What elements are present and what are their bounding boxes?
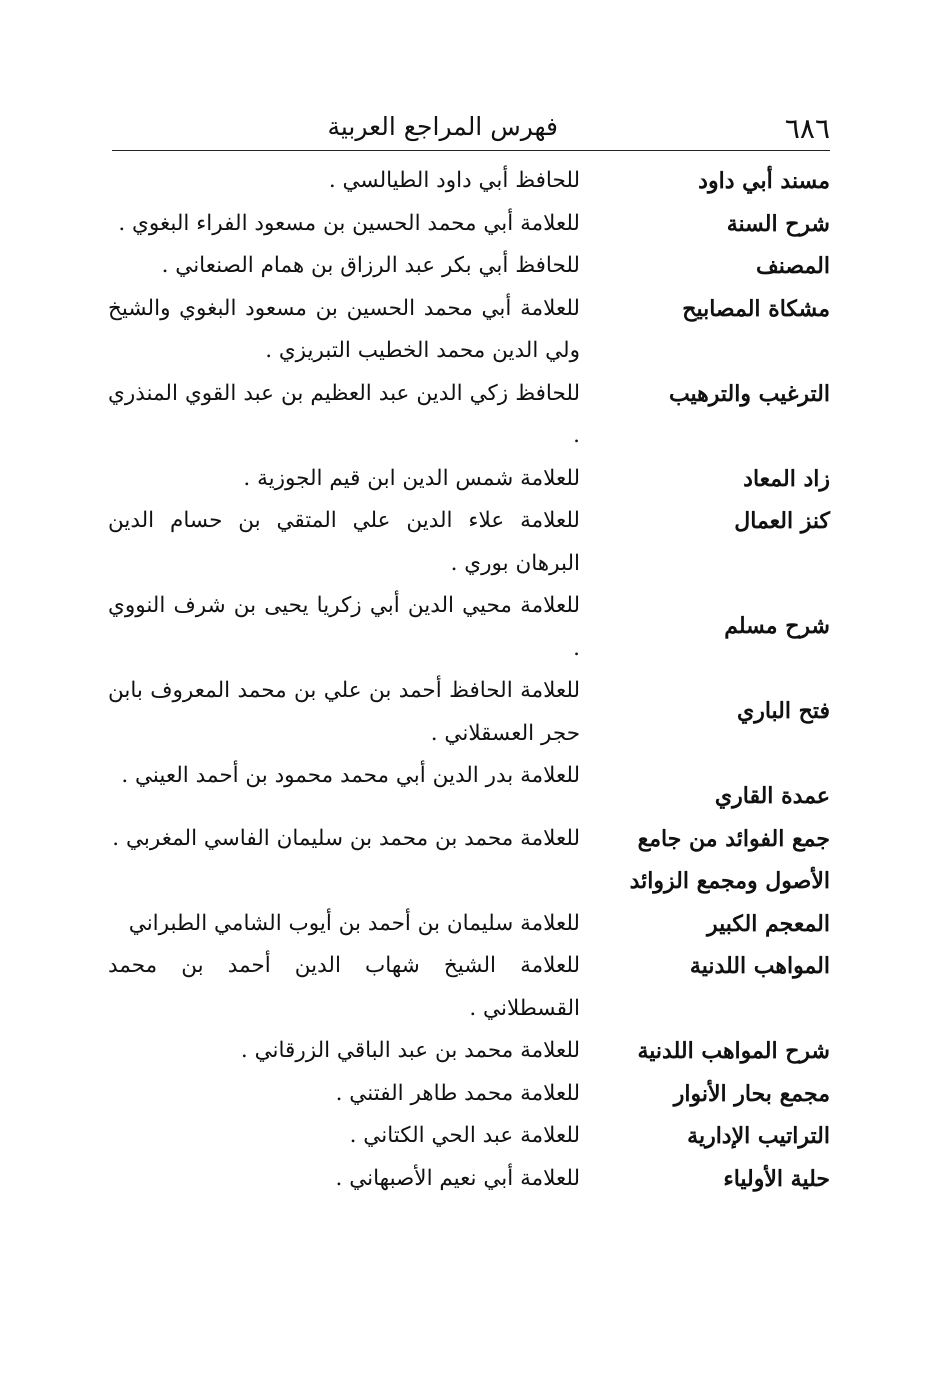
reference-entry <box>108 245 830 288</box>
reference-entry <box>108 1158 830 1201</box>
entry-description: للعلامة محمد بن محمد بن سليمان الفاسي المغربي . <box>112 825 580 851</box>
reference-entry <box>108 458 830 501</box>
entry-title: التراتيب الإدارية <box>687 1123 830 1149</box>
entry-description: للعلامة بدر الدين أبي محمد محمود بن أحمد العيني . <box>121 763 580 788</box>
reference-entry <box>108 1073 830 1116</box>
entry-title: الترغيب والترهيب <box>668 380 830 407</box>
entry-title: شرح السنة <box>726 210 830 237</box>
entry-title: شرح المواهب اللدنية <box>637 1038 830 1064</box>
entry-title: زاد المعاد <box>743 465 830 492</box>
entry-description: للعلامة الشيخ شهاب الدين أحمد بن محمد القسطلاني . <box>108 953 580 1021</box>
reference-entry <box>108 373 830 458</box>
entry-title: عمدة القاري <box>714 783 830 809</box>
reference-entry <box>108 585 830 670</box>
reference-entry <box>108 1030 830 1073</box>
entry-title: مشكاة المصابيح <box>682 295 830 322</box>
reference-entry <box>108 160 830 203</box>
reference-entry <box>108 1115 830 1158</box>
entry-description: للحافظ زكي الدين عبد العظيم بن عبد القوي المنذري . <box>108 380 580 448</box>
page-header <box>112 108 830 148</box>
entry-description: للعلامة أبي محمد الحسين بن مسعود البغوي والشيخ ولي الدين محمد الخطيب التبريزي . <box>108 295 580 363</box>
reference-entry <box>108 203 830 246</box>
entry-description: للعلامة أبي نعيم الأصبهاني . <box>335 1165 580 1191</box>
entry-title: حلية الأولياء <box>723 1165 830 1192</box>
page-number: ٦٨٦ <box>784 112 830 145</box>
entry-title: كنز العمال <box>734 508 830 534</box>
entry-title: فتح الباري <box>736 698 830 724</box>
entry-description: للعلامة شمس الدين ابن قيم الجوزية . <box>243 465 580 491</box>
reference-entry <box>108 670 830 755</box>
entry-description: للحافظ أبي بكر عبد الرزاق بن همام الصنعاني . <box>161 253 580 278</box>
entry-description: للعلامة محمد بن عبد الباقي الزرقاني . <box>240 1038 580 1063</box>
entry-description: للعلامة الحافظ أحمد بن علي بن محمد المعروف بابن حجر العسقلاني . <box>108 678 580 746</box>
reference-entry <box>108 500 830 585</box>
reference-list <box>108 160 830 1200</box>
entry-title-line: الأصول ومجمع الزوائد <box>629 868 830 894</box>
entry-description: للعلامة أبي محمد الحسين بن مسعود الفراء البغوي . <box>118 210 580 236</box>
entry-title <box>580 818 830 903</box>
entry-title: المواهب اللدنية <box>689 953 830 979</box>
reference-entry <box>108 903 830 946</box>
running-title: فهرس المراجع العربية <box>327 112 558 141</box>
entry-description: للعلامة سليمان بن أحمد بن أيوب الشامي الطبراني <box>128 910 580 936</box>
entry-description: للعلامة عبد الحي الكتاني . <box>349 1123 580 1148</box>
header-rule <box>112 150 830 151</box>
reference-entry <box>108 288 830 373</box>
entry-title: المعجم الكبير <box>706 910 830 937</box>
entry-title-line: جمع الفوائد من جامع <box>637 825 830 852</box>
reference-entry <box>108 755 830 818</box>
entry-description: للعلامة محمد طاهر الفتني . <box>335 1080 580 1106</box>
reference-entry <box>108 945 830 1030</box>
entry-title: شرح مسلم <box>724 613 830 639</box>
entry-title: مجمع بحار الأنوار <box>673 1080 830 1107</box>
entry-title: المصنف <box>755 253 830 279</box>
entry-description: للحافظ أبي داود الطيالسي . <box>328 168 580 193</box>
entry-title: مسند أبي داود <box>698 168 830 194</box>
entry-description: للعلامة علاء الدين علي المتقي بن حسام الدين البرهان بوري . <box>108 508 580 576</box>
entry-description: للعلامة محيي الدين أبي زكريا يحيى بن شرف النووي . <box>108 593 580 661</box>
reference-entry <box>108 818 830 903</box>
